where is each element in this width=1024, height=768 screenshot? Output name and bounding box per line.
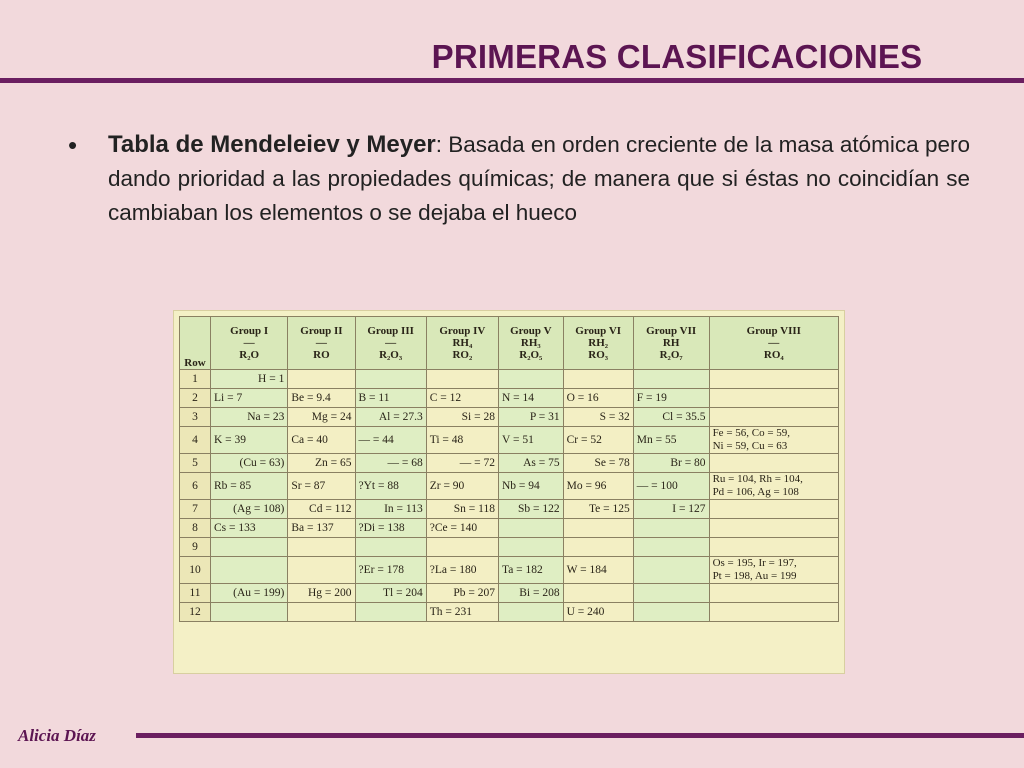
table-cell: N = 14 — [498, 389, 563, 408]
table-cell: B = 11 — [355, 389, 426, 408]
header-group — [563, 317, 633, 370]
table-cell — [355, 603, 426, 622]
table-cell — [633, 370, 709, 389]
table-cell: Rb = 85 — [211, 473, 288, 500]
header-line: RO₃ — [588, 349, 609, 361]
table-cell: Mg = 24 — [288, 408, 355, 427]
header-group — [211, 317, 288, 370]
row-number: 4 — [180, 427, 211, 454]
table-cell: W = 184 — [563, 557, 633, 584]
table-cell: (Ag = 108) — [211, 500, 288, 519]
table-cell: ?La = 180 — [426, 557, 498, 584]
slide-title-wrap — [0, 38, 1024, 76]
row-number: 8 — [180, 519, 211, 538]
header-line: — — [768, 337, 780, 349]
table-cell: P = 31 — [498, 408, 563, 427]
table-cell — [633, 584, 709, 603]
row-number: 12 — [180, 603, 211, 622]
header-line: RH₂ — [588, 337, 609, 349]
header-group — [355, 317, 426, 370]
table-row — [180, 454, 839, 473]
mendeleev-table — [179, 316, 839, 622]
table-cell — [709, 519, 838, 538]
header-line: R₂O₇ — [659, 349, 683, 361]
table-cell — [288, 557, 355, 584]
row-number: 5 — [180, 454, 211, 473]
table-cell: (Au = 199) — [211, 584, 288, 603]
table-cell — [355, 538, 426, 557]
header-row-label — [180, 317, 211, 370]
header-line: RO₄ — [763, 349, 784, 361]
table-row — [180, 584, 839, 603]
table-cell — [709, 389, 838, 408]
table-cell — [498, 538, 563, 557]
mendeleev-table-image — [173, 310, 845, 674]
table-cell: Zr = 90 — [426, 473, 498, 500]
table-cell: S = 32 — [563, 408, 633, 427]
header-line: RO — [313, 349, 330, 361]
header-line: Group VII — [646, 325, 697, 337]
table-cell: K = 39 — [211, 427, 288, 454]
table-cell — [709, 584, 838, 603]
bullet-bold-text: Tabla de Mendeleiev y Meyer — [108, 131, 436, 158]
table-cell: Bi = 208 — [498, 584, 563, 603]
table-row — [180, 603, 839, 622]
table-cell — [498, 603, 563, 622]
table-cell: Cr = 52 — [563, 427, 633, 454]
table-cell: ?Di = 138 — [355, 519, 426, 538]
header-line: RO₂ — [452, 349, 473, 361]
table-cell — [211, 538, 288, 557]
table-cell — [563, 519, 633, 538]
header-line: R₂O₅ — [519, 349, 543, 361]
table-cell: Mn = 55 — [633, 427, 709, 454]
table-row — [180, 500, 839, 519]
table-cell: Tl = 204 — [355, 584, 426, 603]
table-cell: Be = 9.4 — [288, 389, 355, 408]
table-cell — [426, 538, 498, 557]
table-cell — [709, 408, 838, 427]
table-body — [180, 370, 839, 622]
table-cell: U = 240 — [563, 603, 633, 622]
bullet-item — [68, 128, 970, 230]
header-line: Group VI — [575, 325, 622, 337]
table-cell: Cs = 133 — [211, 519, 288, 538]
header-group — [426, 317, 498, 370]
table-cell: ?Er = 178 — [355, 557, 426, 584]
table-cell: ?Yt = 88 — [355, 473, 426, 500]
table-cell — [211, 557, 288, 584]
row-number: 7 — [180, 500, 211, 519]
table-cell — [709, 370, 838, 389]
header-line: RH₃ — [520, 337, 541, 349]
table-cell — [288, 603, 355, 622]
table-cell: As = 75 — [498, 454, 563, 473]
table-cell: Nb = 94 — [498, 473, 563, 500]
table-row — [180, 557, 839, 584]
table-cell: Si = 28 — [426, 408, 498, 427]
table-cell: C = 12 — [426, 389, 498, 408]
table-row — [180, 389, 839, 408]
table-cell: Ta = 182 — [498, 557, 563, 584]
row-number: 1 — [180, 370, 211, 389]
table-cell: O = 16 — [563, 389, 633, 408]
table-cell: — = 44 — [355, 427, 426, 454]
table-cell — [709, 500, 838, 519]
footer-author: Alicia Díaz — [18, 726, 96, 745]
table-cell: (Cu = 63) — [211, 454, 288, 473]
header-line: Group V — [510, 325, 552, 337]
table-cell — [211, 603, 288, 622]
table-cell — [709, 454, 838, 473]
table-cell: Zn = 65 — [288, 454, 355, 473]
header-line: R₂O₃ — [379, 349, 403, 361]
table-cell: Th = 231 — [426, 603, 498, 622]
table-cell — [288, 538, 355, 557]
table-cell — [563, 584, 633, 603]
row-number: 3 — [180, 408, 211, 427]
table-row — [180, 427, 839, 454]
table-cell: Na = 23 — [211, 408, 288, 427]
table-cell: Cl = 35.5 — [633, 408, 709, 427]
header-line: — — [315, 337, 327, 349]
table-cell: Fe = 56, Co = 59, Ni = 59, Cu = 63 — [709, 427, 838, 454]
slide-title: PRIMERAS CLASIFICACIONES — [431, 38, 923, 75]
table-cell — [633, 538, 709, 557]
table-cell — [355, 370, 426, 389]
table-cell: Hg = 200 — [288, 584, 355, 603]
table-cell — [709, 603, 838, 622]
bullet-body-text: : Basada en orden creciente de la masa atómica pero dando prioridad a las propiedades químicas; de manera que si éstas no coincidían se cambiaban los elementos o se dejaba el hueco — [108, 132, 970, 225]
table-cell: Br = 80 — [633, 454, 709, 473]
table-cell: Pb = 207 — [426, 584, 498, 603]
header-line: Group I — [230, 325, 269, 337]
table-cell: Sn = 118 — [426, 500, 498, 519]
header-group — [288, 317, 355, 370]
header-line: Group IV — [439, 325, 486, 337]
header-line: — — [243, 337, 255, 349]
table-cell — [563, 538, 633, 557]
header-group — [633, 317, 709, 370]
table-cell: Se = 78 — [563, 454, 633, 473]
header-line: — — [385, 337, 397, 349]
table-cell: — = 72 — [426, 454, 498, 473]
table-cell: Sb = 122 — [498, 500, 563, 519]
row-number: 11 — [180, 584, 211, 603]
table-cell: Mo = 96 — [563, 473, 633, 500]
table-cell — [633, 603, 709, 622]
table-cell: Os = 195, Ir = 197, Pt = 198, Au = 199 — [709, 557, 838, 584]
table-cell: Ba = 137 — [288, 519, 355, 538]
table-cell — [633, 519, 709, 538]
row-number: 10 — [180, 557, 211, 584]
table-cell: V = 51 — [498, 427, 563, 454]
table-row — [180, 473, 839, 500]
header-group — [498, 317, 563, 370]
header-line: Group VIII — [746, 325, 801, 337]
footer-divider — [136, 733, 1024, 738]
table-cell: Te = 125 — [563, 500, 633, 519]
table-cell — [498, 519, 563, 538]
bullet-text — [108, 128, 970, 230]
table-cell — [426, 370, 498, 389]
table-cell — [709, 538, 838, 557]
table-cell: Ca = 40 — [288, 427, 355, 454]
table-cell — [288, 370, 355, 389]
row-number: 9 — [180, 538, 211, 557]
table-cell: F = 19 — [633, 389, 709, 408]
bullet-dot-icon: • — [68, 130, 78, 160]
table-cell — [633, 557, 709, 584]
header-line: RH₄ — [452, 337, 473, 349]
table-row — [180, 519, 839, 538]
table-cell: — = 68 — [355, 454, 426, 473]
table-cell: Al = 27.3 — [355, 408, 426, 427]
table-row — [180, 538, 839, 557]
header-line: RH — [662, 337, 680, 349]
header-group — [709, 317, 838, 370]
table-cell: H = 1 — [211, 370, 288, 389]
table-cell: — = 100 — [633, 473, 709, 500]
table-cell: Li = 7 — [211, 389, 288, 408]
table-cell — [563, 370, 633, 389]
header-line: R₂O — [239, 349, 260, 361]
table-cell: ?Ce = 140 — [426, 519, 498, 538]
table-cell: Ru = 104, Rh = 104, Pd = 106, Ag = 108 — [709, 473, 838, 500]
row-number: 6 — [180, 473, 211, 500]
row-number: 2 — [180, 389, 211, 408]
table-row — [180, 370, 839, 389]
table-cell: Cd = 112 — [288, 500, 355, 519]
table-cell: Sr = 87 — [288, 473, 355, 500]
table-cell: I = 127 — [633, 500, 709, 519]
header-line: Group III — [367, 325, 414, 337]
table-cell: Ti = 48 — [426, 427, 498, 454]
table-cell: In = 113 — [355, 500, 426, 519]
header-line: Group II — [300, 325, 343, 337]
table-row — [180, 408, 839, 427]
table-header-row — [180, 317, 839, 370]
table-cell — [498, 370, 563, 389]
title-divider — [0, 78, 1024, 83]
header-line: Row — [184, 357, 206, 369]
